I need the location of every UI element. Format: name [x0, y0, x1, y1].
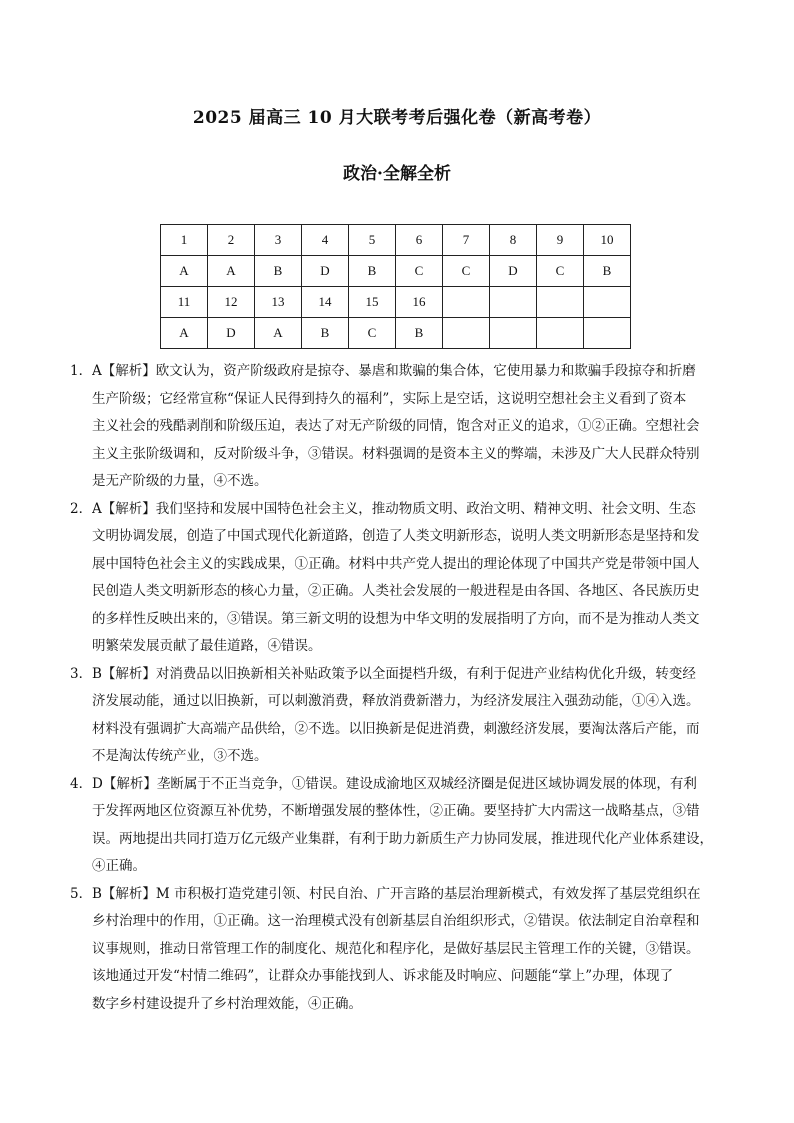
- item-line: ④正确。: [92, 858, 146, 874]
- item-line: 于发挥两地区位资源互补优势，不断增强发展的整体性，②正确。要坚持扩大内需这一战略基点，③错: [92, 803, 700, 819]
- analysis-item: [70, 496, 740, 661]
- item-line: 生产阶级；它经常宣称“保证人民得到持久的福利”，实际上是空话，这说明空想社会主义看到了资本: [92, 390, 687, 407]
- analysis-item: [70, 661, 740, 771]
- question-number-cell: 12: [208, 287, 255, 318]
- item-number: 5．: [70, 885, 93, 902]
- question-number-cell: 14: [302, 287, 349, 318]
- analysis-item: [70, 771, 740, 881]
- item-number: 4．: [70, 775, 93, 792]
- question-number-cell: 15: [349, 287, 396, 318]
- item-number: 1．: [70, 363, 93, 379]
- answer-cell: [490, 318, 537, 349]
- answer-cell: B: [302, 318, 349, 349]
- question-number-cell: [584, 287, 631, 318]
- item-line: 的多样性反映出来的，③错误。第三新文明的设想为中华文明的发展指明了方向，而不是为推动人类文: [92, 610, 700, 627]
- analysis-item: [70, 358, 740, 496]
- item-line: 数字乡村建设提升了乡村治理效能，④正确。: [92, 995, 362, 1012]
- answer-cell: D: [490, 256, 537, 287]
- answer-cell: C: [537, 256, 584, 287]
- answer-cell: B: [396, 318, 443, 349]
- question-number-cell: 13: [255, 287, 302, 318]
- question-number-cell: 5: [349, 225, 396, 256]
- answer-cell: [537, 318, 584, 349]
- question-number-cell: 16: [396, 287, 443, 318]
- question-number-cell: [537, 287, 584, 318]
- question-number-cell: 8: [490, 225, 537, 256]
- answer-cell: D: [208, 318, 255, 349]
- item-text: [92, 358, 740, 496]
- item-line: 展中国特色社会主义的实践成果，①正确。材料中共产党人提出的理论体现了中国共产党是带领中国人: [92, 555, 700, 572]
- answer-cell: A: [161, 318, 208, 349]
- answer-cell: C: [443, 256, 490, 287]
- answer-cell: B: [349, 256, 396, 287]
- question-number-cell: 10: [584, 225, 631, 256]
- answer-cell: C: [349, 318, 396, 349]
- answer-table: [160, 224, 631, 349]
- item-line: B【解析】M 市积极打造党建引领、村民自治、广开言路的基层治理新模式，有效发挥了基层党组织在: [92, 885, 701, 902]
- item-text: [92, 881, 740, 1019]
- question-number-cell: 9: [537, 225, 584, 256]
- item-line: 议事规则，推动日常管理工作的制度化、规范化和程序化，是做好基层民主管理工作的关键，③错误。: [92, 940, 700, 957]
- answer-cell: B: [584, 256, 631, 287]
- item-line: A【解析】我们坚持和发展中国特色社会主义，推动物质文明、政治文明、精神文明、社会文明、生态: [92, 500, 696, 517]
- item-text: [92, 661, 740, 771]
- analysis-list: [70, 358, 740, 1018]
- question-number-cell: 3: [255, 225, 302, 256]
- answer-row: [161, 318, 631, 349]
- item-line: A【解析】欧文认为，资产阶级政府是掠夺、暴虐和欺骗的集合体，它使用暴力和欺骗手段掠夺和折磨: [92, 363, 696, 379]
- answer-cell: [584, 318, 631, 349]
- question-number-cell: [490, 287, 537, 318]
- item-line: 济发展动能，通过以旧换新，可以刺激消费，释放消费新潜力，为经济发展注入强劲动能，①④入选。: [92, 693, 700, 709]
- question-number-cell: 4: [302, 225, 349, 256]
- answer-cell: D: [302, 256, 349, 287]
- answer-cell: A: [255, 318, 302, 349]
- answer-cell: C: [396, 256, 443, 287]
- item-line: 乡村治理中的作用，①正确。这一治理模式没有创新基层自治组织形式，②错误。依法制定自治章程和: [92, 913, 700, 929]
- item-text: [92, 771, 740, 881]
- answer-cell: A: [208, 256, 255, 287]
- item-line: 是无产阶级的力量，④不选。: [92, 473, 268, 489]
- question-number-cell: 11: [161, 287, 208, 318]
- item-line: 文明协调发展，创造了中国式现代化新道路，创造了人类文明新形态，说明人类文明新形态是坚持和发: [92, 528, 700, 544]
- question-number-cell: [443, 287, 490, 318]
- answer-cell: B: [255, 256, 302, 287]
- item-line: 主义社会的残酷剥削和阶级压迫，表达了对无产阶级的同情，饱含对正义的追求，①②正确。空想社会: [92, 418, 700, 434]
- answer-row: [161, 256, 631, 287]
- item-line: 民创造人类文明新形态的核心力量，②正确。人类社会发展的一般进程是由各国、各地区、各民族历史: [92, 583, 700, 599]
- item-line: 误。两地提出共同打造万亿元级产业集群，有利于助力新质生产力协同发展，推进现代化产业体系建设，: [92, 830, 713, 847]
- item-text: [92, 496, 740, 661]
- question-number-cell: 2: [208, 225, 255, 256]
- question-number-cell: 1: [161, 225, 208, 256]
- answer-cell: [443, 318, 490, 349]
- item-number: 3．: [70, 665, 93, 682]
- item-line: 主义主张阶级调和，反对阶级斗争，③错误。材料强调的是资本主义的弊端，未涉及广大人民群众特别: [92, 445, 700, 462]
- item-line: 该地通过开发“村情二维码”，让群众办事能找到人、诉求能及时响应、问题能“掌上”办理，体现了: [92, 968, 674, 984]
- question-number-row: [161, 287, 631, 318]
- answer-cell: A: [161, 256, 208, 287]
- document-subtitle: 政治·全解全析: [343, 164, 451, 184]
- item-line: 不是淘汰传统产业，③不选。: [92, 748, 268, 764]
- question-number-row: [161, 225, 631, 256]
- item-line: 材料没有强调扩大高端产品供给，②不选。以旧换新是促进消费，刺激经济发展，要淘汰落后产能，而: [92, 720, 700, 737]
- item-line: D【解析】垄断属于不正当竞争，①错误。建设成渝地区双城经济圈是促进区域协调发展的体现，有利: [92, 775, 697, 792]
- question-number-cell: 6: [396, 225, 443, 256]
- item-line: B【解析】对消费品以旧换新相关补贴政策予以全面提档升级，有利于促进产业结构优化升级，转变经: [92, 665, 696, 682]
- item-line: 明繁荣发展贡献了最佳道路，④错误。: [92, 638, 322, 654]
- document-title: 2025 届高三 10 月大联考考后强化卷（新高考卷）: [192, 108, 602, 128]
- question-number-cell: 7: [443, 225, 490, 256]
- item-number: 2．: [70, 500, 93, 517]
- analysis-item: [70, 881, 740, 1019]
